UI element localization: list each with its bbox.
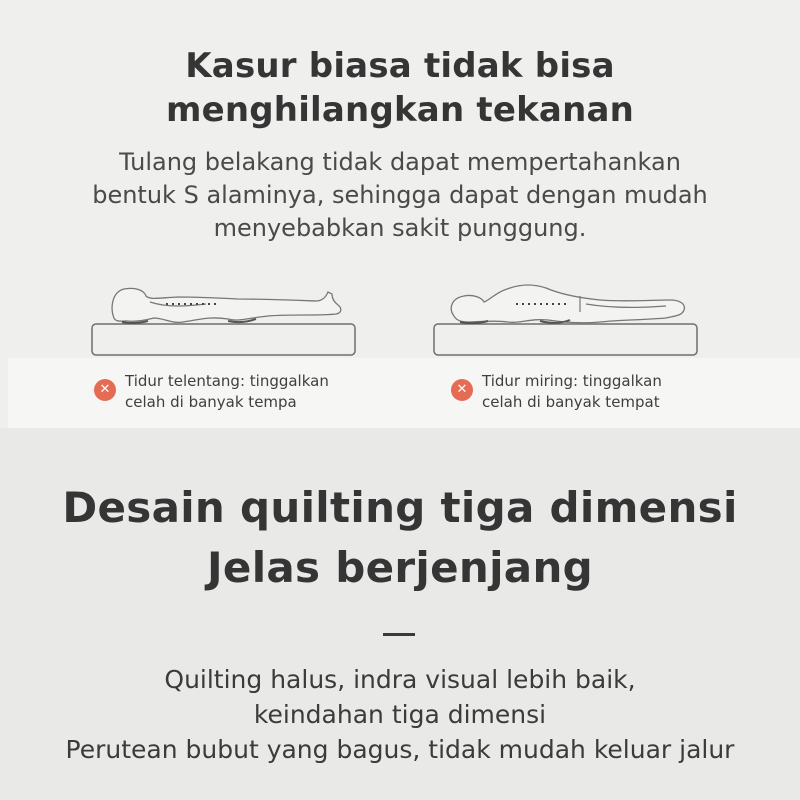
side-sleeping-note-text: Tidur miring: tinggalkan celah di banyak tempat [482,372,662,411]
quilting-heading-line-2: Jelas berjenjang [206,543,594,592]
back-sleeping-illustration [88,278,358,360]
back-sleeping-note-text: Tidur telentang: tinggalkan celah di banyak tempa [125,372,329,411]
divider [383,633,415,636]
mattress-outline [434,324,697,355]
side-sleeper-body-outline [451,285,684,323]
quilting-heading-line-1: Desain quilting tiga dimensi [62,483,738,532]
side-sleeping-illustration [430,278,700,360]
pressure-heading-line-1: Kasur biasa tidak bisa [185,46,615,86]
back-sleeper-body-outline [112,288,341,322]
close-icon: ✕ [94,379,116,401]
quilting-description-line-1: Quilting halus, indra visual lebih baik, [164,665,636,694]
quilting-description [0,662,800,767]
spine-description-line-3: menyebabkan sakit punggung. [213,214,587,242]
mattress-outline [92,324,355,355]
quilting-heading [0,478,800,598]
pressure-heading [0,44,800,132]
spine-description [0,146,800,245]
pressure-heading-line-2: menghilangkan tekanan [165,90,635,130]
close-icon: ✕ [451,379,473,401]
spine-description-line-2: bentuk S alaminya, sehingga dapat dengan mudah [92,181,708,209]
quilting-description-line-2: keindahan tiga dimensi [253,700,547,729]
spine-description-line-1: Tulang belakang tidak dapat mempertahankan [119,148,681,176]
back-sleeping-note [94,371,329,413]
side-sleeping-note [451,371,662,413]
quilting-description-line-3: Perutean bubut yang bagus, tidak mudah keluar jalur [65,735,735,764]
